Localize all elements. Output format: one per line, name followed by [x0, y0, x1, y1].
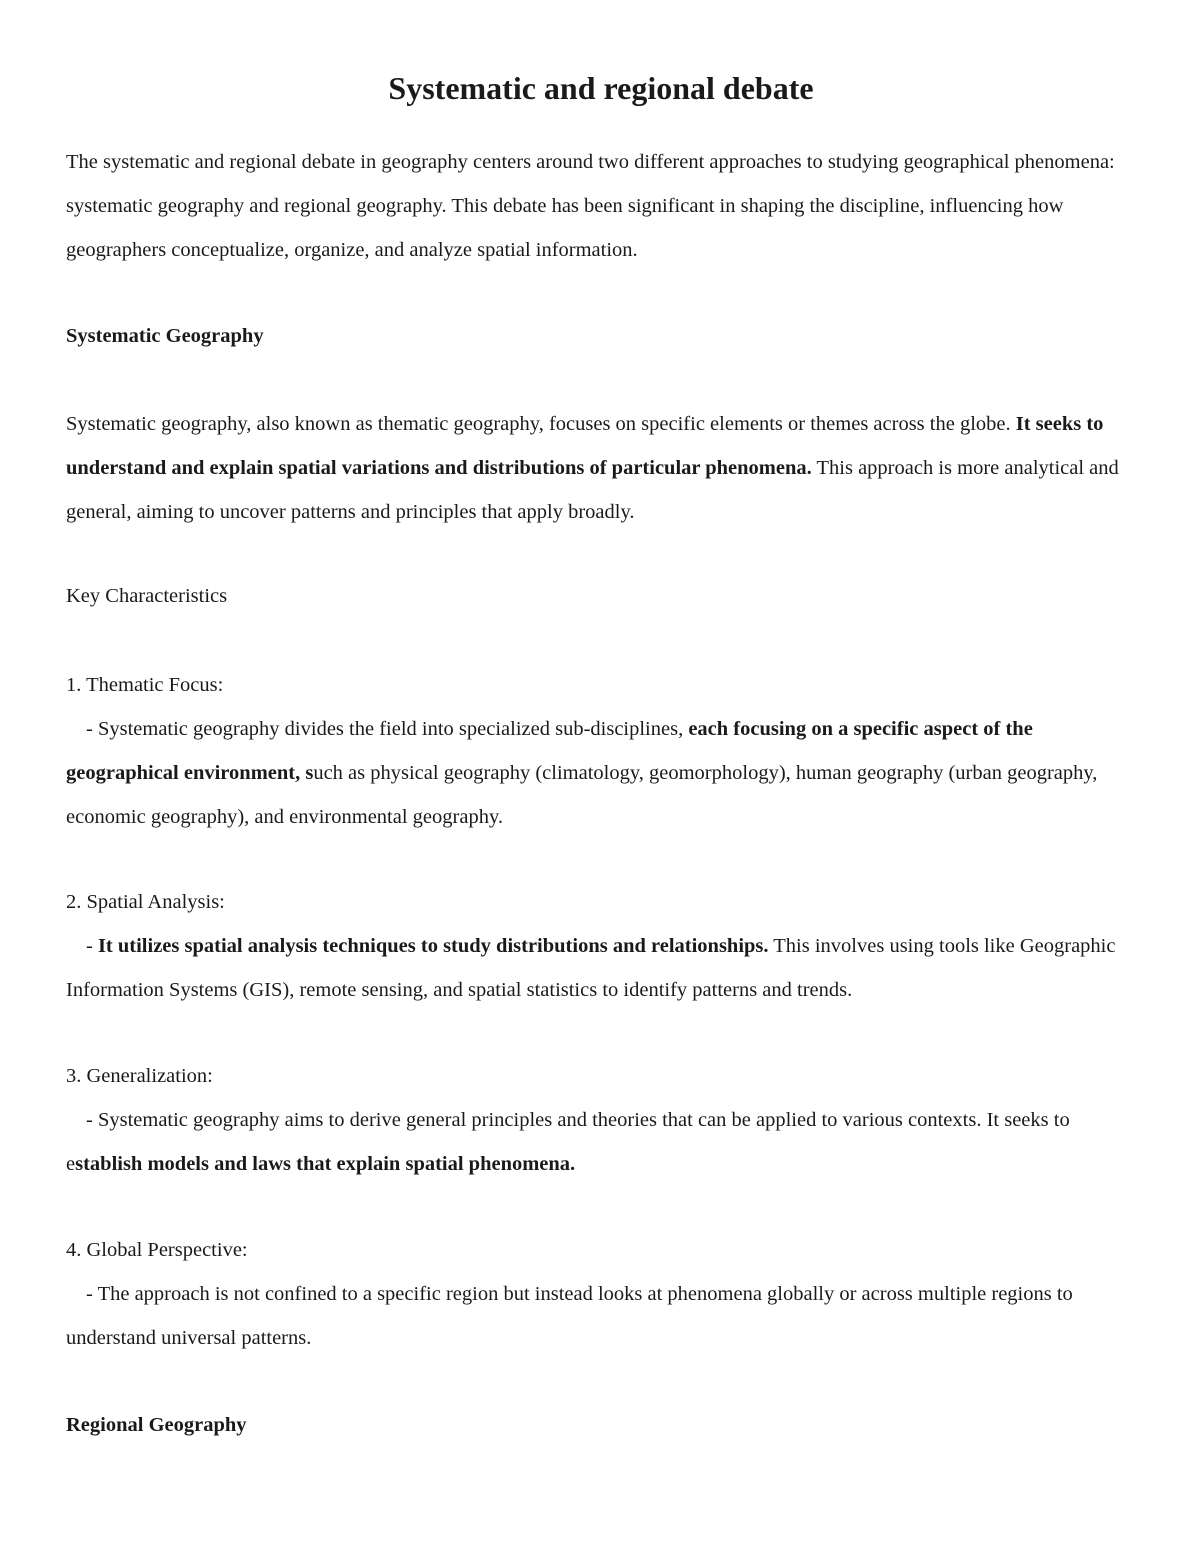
list-item-emphasis: stablish models and laws that explain spatial phenomena. [75, 1153, 576, 1175]
list-item-emphasis: each focusing on a specific aspect of the geographical environment, s [66, 718, 1033, 784]
list-item-body [66, 1109, 1070, 1175]
intro-paragraph: The systematic and regional debate in geography centers around two different approaches to studying geographical phenomena: systematic geography and regional geography. This debate has been significant in shaping the discipline, influencing how geographers conceptualize, organize, and analyze spatial information. [66, 151, 1115, 261]
list-item-text-end: uch as physical geography (climatology, geomorphology), human geography (urban geography, economic geography), and environmental geography. [66, 762, 1098, 828]
list-item [66, 1228, 1136, 1360]
list-item-body [66, 718, 1097, 828]
list-item-title: 4. Global Perspective: [66, 1239, 248, 1261]
list-item-body: - The approach is not confined to a specific region but instead looks at phenomena globally or across multiple regions to understand universal patterns. [66, 1283, 1073, 1349]
list-item-text: - [86, 935, 98, 957]
regional-heading: Regional Geography [66, 1414, 247, 1436]
list-item-emphasis: It utilizes spatial analysis techniques to study distributions and relationships. [97, 935, 769, 957]
list-item-body [66, 935, 1115, 1001]
document-title: Systematic and regional debate [388, 70, 814, 106]
list-item [66, 880, 1136, 1012]
list-item [66, 663, 1136, 839]
list-item-title: 3. Generalization: [66, 1065, 213, 1087]
list-item [66, 1054, 1136, 1186]
key-characteristics-heading: Key Characteristics [66, 585, 228, 607]
list-item-text: - Systematic geography aims to derive general principles and theories that can be applied to various contexts. It seeks to e [66, 1109, 1070, 1175]
list-item-text: - Systematic geography divides the field into specialized sub-disciplines, [86, 718, 689, 740]
systematic-paragraph-text-end: This approach is more analytical and general, aiming to uncover patterns and principles that apply broadly. [66, 457, 1119, 523]
systematic-heading: Systematic Geography [66, 325, 264, 347]
list-item-title: 2. Spatial Analysis: [66, 891, 225, 913]
list-item-text-end: This involves using tools like Geographic Information Systems (GIS), remote sensing, and spatial statistics to identify patterns and trends. [66, 935, 1116, 1001]
systematic-paragraph-emphasis: It seeks to understand and explain spatial variations and distributions of particular phenomena. [66, 413, 1104, 479]
systematic-paragraph-text: Systematic geography, also known as thematic geography, focuses on specific elements or themes across the globe. [66, 413, 1016, 435]
systematic-paragraph [66, 402, 1136, 534]
list-item-title: 1. Thematic Focus: [66, 674, 224, 696]
